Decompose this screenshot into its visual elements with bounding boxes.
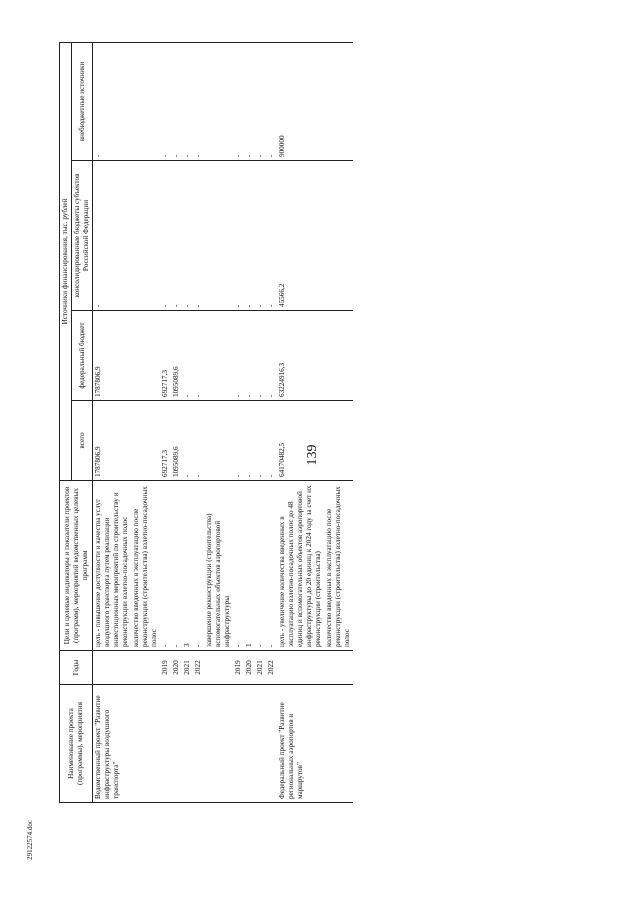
table-row: [266, 42, 277, 802]
cell-regional: -: [244, 161, 255, 311]
table-row: [160, 42, 171, 802]
cell-total: 692717,3: [160, 401, 171, 481]
cell-federal: 692717,3: [160, 311, 171, 401]
cell-name: Ведомственный проект "Развитие инфраструктуры воздушного транспорта": [93, 685, 132, 803]
document-footer: 29122574.doc: [26, 820, 34, 860]
header-regional: консолидированные бюджеты субъектов Российской Федерации: [72, 161, 93, 311]
cell-regional: -: [182, 161, 193, 311]
cell-extra: [204, 42, 233, 160]
cell-goal: -: [171, 481, 182, 651]
cell-name: [266, 685, 277, 803]
page-number: 139: [305, 444, 320, 466]
cell-goal: -: [255, 481, 266, 651]
cell-extra: -: [160, 42, 171, 160]
header-years: Годы: [60, 651, 93, 685]
cell-goal: -: [193, 481, 204, 651]
cell-regional: -: [255, 161, 266, 311]
cell-name: [255, 685, 266, 803]
cell-goal: количество введенных в эксплуатацию после реконструкции (строительства) взлетно-посадочных полос: [131, 481, 160, 651]
cell-name: Федеральный проект "Развитие региональных аэропортов и маршрутов": [277, 685, 324, 803]
cell-year: 2022: [266, 651, 277, 685]
cell-year: 2019: [160, 651, 171, 685]
rotated-page: [59, 43, 619, 803]
cell-total: -: [266, 401, 277, 481]
cell-year: [93, 651, 132, 685]
cell-goal: цель - увеличение количества введенных в эксплуатацию взлетно-посадочных полос до 48 единиц и вспомогательных объектов аэропортовой инфраструктуры до 20 единиц к 2024 году за счет их реконструкции (строительства): [277, 481, 324, 651]
header-extra: внебюджетные источники: [72, 42, 93, 160]
cell-regional: 45566,2: [277, 161, 324, 311]
cell-total: [324, 401, 353, 481]
cell-name: [324, 685, 353, 803]
cell-extra: [324, 42, 353, 160]
cell-extra: -: [255, 42, 266, 160]
table-row: [255, 42, 266, 802]
cell-federal: 1095089,6: [171, 311, 182, 401]
cell-year: [324, 651, 353, 685]
cell-goal: цель - повышение доступности и качества услуг воздушного транспорта путем реализации инвестиционных мероприятий по строительству и реконструкции взлетно-посадочных полос: [93, 481, 132, 651]
cell-total: -: [233, 401, 244, 481]
cell-year: 2020: [244, 651, 255, 685]
header-total: всего: [72, 401, 93, 481]
cell-name: [182, 685, 193, 803]
cell-extra: -: [171, 42, 182, 160]
cell-year: 2021: [255, 651, 266, 685]
cell-regional: -: [233, 161, 244, 311]
cell-extra: -: [266, 42, 277, 160]
cell-year: 2022: [193, 651, 204, 685]
table-row: [244, 42, 255, 802]
cell-year: 2021: [182, 651, 193, 685]
cell-year: 2020: [171, 651, 182, 685]
cell-total: -: [244, 401, 255, 481]
cell-goal: 1: [244, 481, 255, 651]
cell-goal: -: [233, 481, 244, 651]
cell-name: [233, 685, 244, 803]
cell-federal: -: [255, 311, 266, 401]
cell-federal: -: [193, 311, 204, 401]
cell-total: 64170482,5: [277, 401, 324, 481]
cell-goal: -: [266, 481, 277, 651]
cell-goal: 3: [182, 481, 193, 651]
header-goals: Цели и целевые индикаторы и показатели проектов (программ), мероприятий ведомственных целевых программ: [60, 481, 93, 651]
cell-extra: [131, 42, 160, 160]
header-sources: Источники финансирования, тыс. рублей: [60, 42, 72, 480]
header-name: Наименование проекта (программы), мероприятия: [60, 685, 93, 803]
cell-regional: -: [193, 161, 204, 311]
table-row: [324, 42, 353, 802]
cell-name: [131, 685, 160, 803]
table-row: [193, 42, 204, 802]
table-row: [93, 42, 132, 802]
table-body: [93, 42, 354, 802]
cell-regional: [324, 161, 353, 311]
cell-total: 1787806,9: [93, 401, 132, 481]
cell-name: [171, 685, 182, 803]
cell-federal: [204, 311, 233, 401]
table-row: [277, 42, 324, 802]
cell-regional: [204, 161, 233, 311]
table-row: [182, 42, 193, 802]
cell-name: [193, 685, 204, 803]
cell-extra: -: [182, 42, 193, 160]
cell-goal: завершение реконструкции (строительства) вспомогательных объектов аэропортовой инфраструктуры: [204, 481, 233, 651]
cell-extra: -: [193, 42, 204, 160]
cell-extra: -: [244, 42, 255, 160]
cell-regional: [131, 161, 160, 311]
cell-goal: количество введенных в эксплуатацию после реконструкции (строительства) взлетно-посадочных полос: [324, 481, 353, 651]
cell-year: 2019: [233, 651, 244, 685]
cell-year: [204, 651, 233, 685]
cell-federal: 1787806,9: [93, 311, 132, 401]
cell-federal: -: [182, 311, 193, 401]
cell-goal: -: [160, 481, 171, 651]
cell-total: -: [182, 401, 193, 481]
cell-federal: 63224916,3: [277, 311, 324, 401]
cell-total: [204, 401, 233, 481]
cell-total: -: [255, 401, 266, 481]
cell-total: 1095089,6: [171, 401, 182, 481]
landscape-table-wrapper: [59, 43, 619, 803]
table-row: [204, 42, 233, 802]
cell-name: [204, 685, 233, 803]
cell-total: [131, 401, 160, 481]
cell-extra: 900000: [277, 42, 324, 160]
cell-name: [160, 685, 171, 803]
cell-regional: -: [160, 161, 171, 311]
cell-extra: -: [233, 42, 244, 160]
cell-year: [277, 651, 324, 685]
cell-total: -: [193, 401, 204, 481]
table-row: [233, 42, 244, 802]
header-federal: федеральный бюджет: [72, 311, 93, 401]
cell-regional: -: [171, 161, 182, 311]
cell-regional: -: [93, 161, 132, 311]
table-row: [131, 42, 160, 802]
cell-federal: [131, 311, 160, 401]
table-row: [171, 42, 182, 802]
cell-extra: -: [93, 42, 132, 160]
financing-table: [59, 42, 353, 803]
cell-name: [244, 685, 255, 803]
cell-federal: -: [266, 311, 277, 401]
cell-year: [131, 651, 160, 685]
cell-federal: -: [244, 311, 255, 401]
cell-regional: -: [266, 161, 277, 311]
cell-federal: [324, 311, 353, 401]
cell-federal: -: [233, 311, 244, 401]
